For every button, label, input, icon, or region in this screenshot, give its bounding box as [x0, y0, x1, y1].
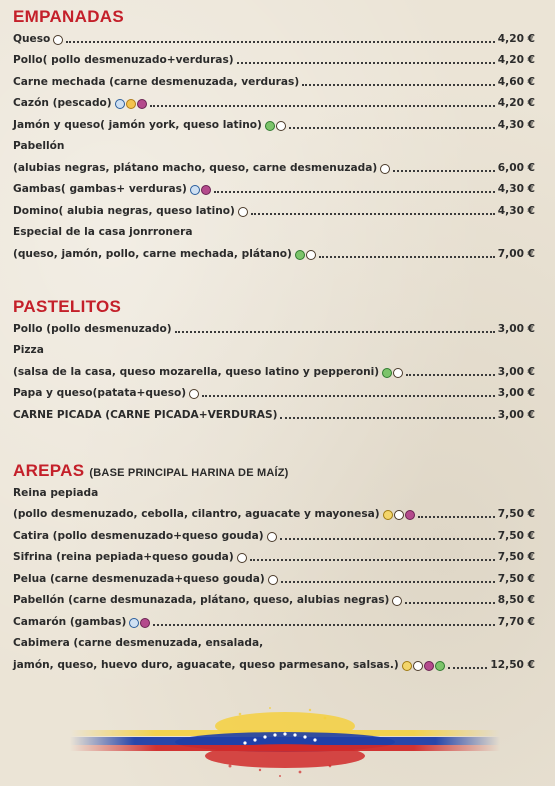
menu-item-pabellon — [13, 136, 535, 158]
menu-item-name: Pollo( pollo desmenuzado+verduras) — [13, 54, 234, 67]
menu-item-name: (pollo desmenuzado, cebolla, cilantro, aguacate y mayonesa) — [13, 508, 380, 521]
menu-item-price: 4,30 € — [497, 204, 535, 217]
leader-dots — [406, 374, 495, 376]
menu-item-price: 6,00 € — [497, 161, 535, 174]
menu-item-name: Pelua (carne desmenuzada+queso gouda) — [13, 572, 265, 585]
menu-item-name: Carne mechada (carne desmenuzada, verduras) — [13, 75, 300, 88]
allergen-icons — [265, 120, 286, 130]
lactose-icon — [392, 596, 402, 606]
vegetable-icon — [382, 368, 392, 378]
allergen-icons — [392, 595, 402, 605]
menu-item-name: Domino( alubia negras, queso latino) — [13, 204, 235, 217]
menu-item-jamon-queso-huevo-duro-aguacate-queso-pa — [13, 654, 535, 676]
menu-item-name: jamón, queso, huevo duro, aguacate, queso parmesano, salsas.) — [13, 658, 399, 671]
menu-item-name: Pizza — [13, 344, 44, 357]
menu-item-pollo-desmenuzado-cebolla-cilantro-aguac — [13, 504, 535, 526]
menu-item-pollo-pollo-desmenuzado — [13, 318, 535, 340]
menu-item-name: (alubias negras, plátano macho, queso, carne desmenuzada) — [13, 161, 378, 174]
menu-item-price: 7,50 € — [497, 551, 535, 564]
section-title-pastelitos: PASTELITOS — [13, 297, 122, 316]
menu-item-name: (salsa de la casa, queso mozarella, queso latino y pepperoni) — [13, 365, 380, 378]
leader-dots — [302, 84, 495, 86]
shellfish-icon — [424, 661, 434, 671]
menu-item-price: 4,30 € — [497, 183, 535, 196]
menu-item-cabimera-carne-desmenuzada-ensalada — [13, 633, 535, 655]
menu-item-name: Pabellón — [13, 140, 65, 153]
menu-item-name: Pollo (pollo desmenuzado) — [13, 322, 172, 335]
menu-item-name: Queso — [13, 32, 51, 45]
leader-dots — [66, 41, 494, 43]
allergen-icons — [382, 367, 403, 377]
leader-dots — [405, 602, 494, 604]
shellfish-icon — [137, 99, 147, 109]
menu-item-name: CARNE PICADA (CARNE PICADA+VERDURAS) — [13, 408, 278, 421]
leader-dots — [319, 256, 495, 258]
lactose-icon — [413, 661, 423, 671]
menu-item-alubias-negras-platano-macho-queso-carne — [13, 157, 535, 179]
menu-item-carne-mechada-carne-desmenuzada-verduras — [13, 71, 535, 93]
leader-dots — [153, 624, 494, 626]
section-heading-arepas — [13, 460, 535, 482]
menu-item-price: 7,70 € — [497, 615, 535, 628]
menu-item-salsa-de-la-casa-queso-mozarella-queso-l — [13, 361, 535, 383]
menu-item-name: Reina pepiada — [13, 486, 99, 499]
fish-icon — [115, 99, 125, 109]
leader-dots — [393, 170, 495, 172]
menu-item-price: 12,50 € — [490, 658, 535, 671]
empanadas-section — [13, 6, 535, 265]
menu-item-queso — [13, 28, 535, 50]
menu-item-name: Cabimera (carne desmenuzada, ensalada, — [13, 637, 264, 650]
lactose-icon — [53, 35, 63, 45]
arepas-section — [13, 460, 535, 676]
lactose-icon — [276, 121, 286, 131]
leader-dots — [150, 105, 495, 107]
section-subtitle-arepas: (BASE PRINCIPAL HARINA DE MAÍZ) — [89, 467, 289, 479]
menu-item-price: 7,50 € — [497, 572, 535, 585]
menu-item-price: 7,50 € — [497, 508, 535, 521]
allergen-icons — [238, 206, 248, 216]
lactose-icon — [394, 510, 404, 520]
menu-item-reina-pepiada — [13, 482, 535, 504]
lactose-icon — [238, 207, 248, 217]
menu-item-name: Catira (pollo desmenuzado+queso gouda) — [13, 529, 264, 542]
menu-item-catira-pollo-desmenuzado-queso-gouda — [13, 525, 535, 547]
lactose-icon — [189, 389, 199, 399]
leader-dots — [237, 62, 495, 64]
menu-item-name: Sifrina (reina pepiada+queso gouda) — [13, 551, 234, 564]
menu-item-name: Gambas( gambas+ verduras) — [13, 183, 187, 196]
leader-dots — [280, 538, 495, 540]
lactose-icon — [306, 250, 316, 260]
menu-item-price: 8,50 € — [497, 594, 535, 607]
menu-item-name: Pabellón (carne desmunazada, plátano, queso, alubias negras) — [13, 594, 390, 607]
menu-item-domino-alubia-negras-queso-latino — [13, 200, 535, 222]
menu-item-name: (queso, jamón, pollo, carne mechada, plátano) — [13, 247, 292, 260]
menu-item-queso-jamon-pollo-carne-mechada-platano — [13, 243, 535, 265]
menu-item-price: 3,00 € — [497, 408, 535, 421]
menu-item-price: 7,50 € — [497, 529, 535, 542]
allergen-icons — [115, 98, 147, 108]
leader-dots — [250, 559, 495, 561]
menu-item-name: Camarón (gambas) — [13, 615, 127, 628]
lactose-icon — [268, 575, 278, 585]
vegetable-icon — [295, 250, 305, 260]
venezuela-flag-splash-image — [70, 700, 500, 780]
fish-icon — [129, 618, 139, 628]
shellfish-icon — [405, 510, 415, 520]
menu-item-price: 3,00 € — [497, 387, 535, 400]
menu-item-price: 3,00 € — [497, 365, 535, 378]
menu-item-price: 4,60 € — [497, 75, 535, 88]
menu-item-price: 4,20 € — [497, 54, 535, 67]
leader-dots — [280, 417, 494, 419]
shellfish-icon — [201, 185, 211, 195]
leader-dots — [214, 191, 495, 193]
menu-item-name: Jamón y queso( jamón york, queso latino) — [13, 118, 262, 131]
allergen-icons — [295, 249, 316, 259]
egg-icon — [126, 99, 136, 109]
allergen-icons — [402, 660, 445, 670]
lactose-icon — [380, 164, 390, 174]
mustard-icon — [402, 661, 412, 671]
menu-item-jamon-y-queso-jamon-york-queso-latino — [13, 114, 535, 136]
menu-item-price: 3,00 € — [497, 322, 535, 335]
menu-item-gambas-gambas-verduras — [13, 179, 535, 201]
allergen-icons — [380, 163, 390, 173]
section-title-arepas: AREPAS — [13, 461, 85, 480]
section-title-empanadas: EMPANADAS — [13, 7, 125, 26]
shellfish-icon — [140, 618, 150, 628]
menu-item-price: 7,00 € — [497, 247, 535, 260]
vegetable-icon — [435, 661, 445, 671]
leader-dots — [251, 213, 495, 215]
menu-item-price: 4,30 € — [497, 118, 535, 131]
leader-dots — [418, 516, 495, 518]
allergen-icons — [268, 574, 278, 584]
menu-item-price: 4,20 € — [497, 32, 535, 45]
leader-dots — [289, 127, 495, 129]
menu-item-especial-de-la-casa-jonrronera — [13, 222, 535, 244]
pastelitos-section — [13, 296, 535, 426]
menu-item-pelua-carne-desmenuzada-queso-gouda — [13, 568, 535, 590]
allergen-icons — [189, 388, 199, 398]
leader-dots — [202, 395, 495, 397]
menu-item-sifrina-reina-pepiada-queso-gouda — [13, 547, 535, 569]
vegetable-icon — [265, 121, 275, 131]
leader-dots — [175, 331, 495, 333]
fish-icon — [190, 185, 200, 195]
menu-item-camaron-gambas — [13, 611, 535, 633]
menu-item-carne-picada-carne-picada-verduras — [13, 404, 535, 426]
lactose-icon — [237, 553, 247, 563]
leader-dots — [448, 667, 488, 669]
menu-item-pizza — [13, 340, 535, 362]
lactose-icon — [267, 532, 277, 542]
mustard-icon — [383, 510, 393, 520]
allergen-icons — [190, 184, 211, 194]
menu-item-name: Cazón (pescado) — [13, 97, 112, 110]
menu-item-cazon-pescado — [13, 93, 535, 115]
leader-dots — [281, 581, 495, 583]
allergen-icons — [383, 509, 415, 519]
menu-item-pollo-pollo-desmenuzado-verduras — [13, 50, 535, 72]
menu-item-pabellon-carne-desmunazada-platano-queso — [13, 590, 535, 612]
menu-item-name: Especial de la casa jonrronera — [13, 226, 193, 239]
menu-item-name: Papa y queso(patata+queso) — [13, 387, 187, 400]
allergen-icons — [267, 531, 277, 541]
lactose-icon — [393, 368, 403, 378]
menu-item-price: 4,20 € — [497, 97, 535, 110]
menu-item-papa-y-queso-patata-queso — [13, 383, 535, 405]
allergen-icons — [237, 552, 247, 562]
allergen-icons — [53, 34, 63, 44]
allergen-icons — [129, 617, 150, 627]
